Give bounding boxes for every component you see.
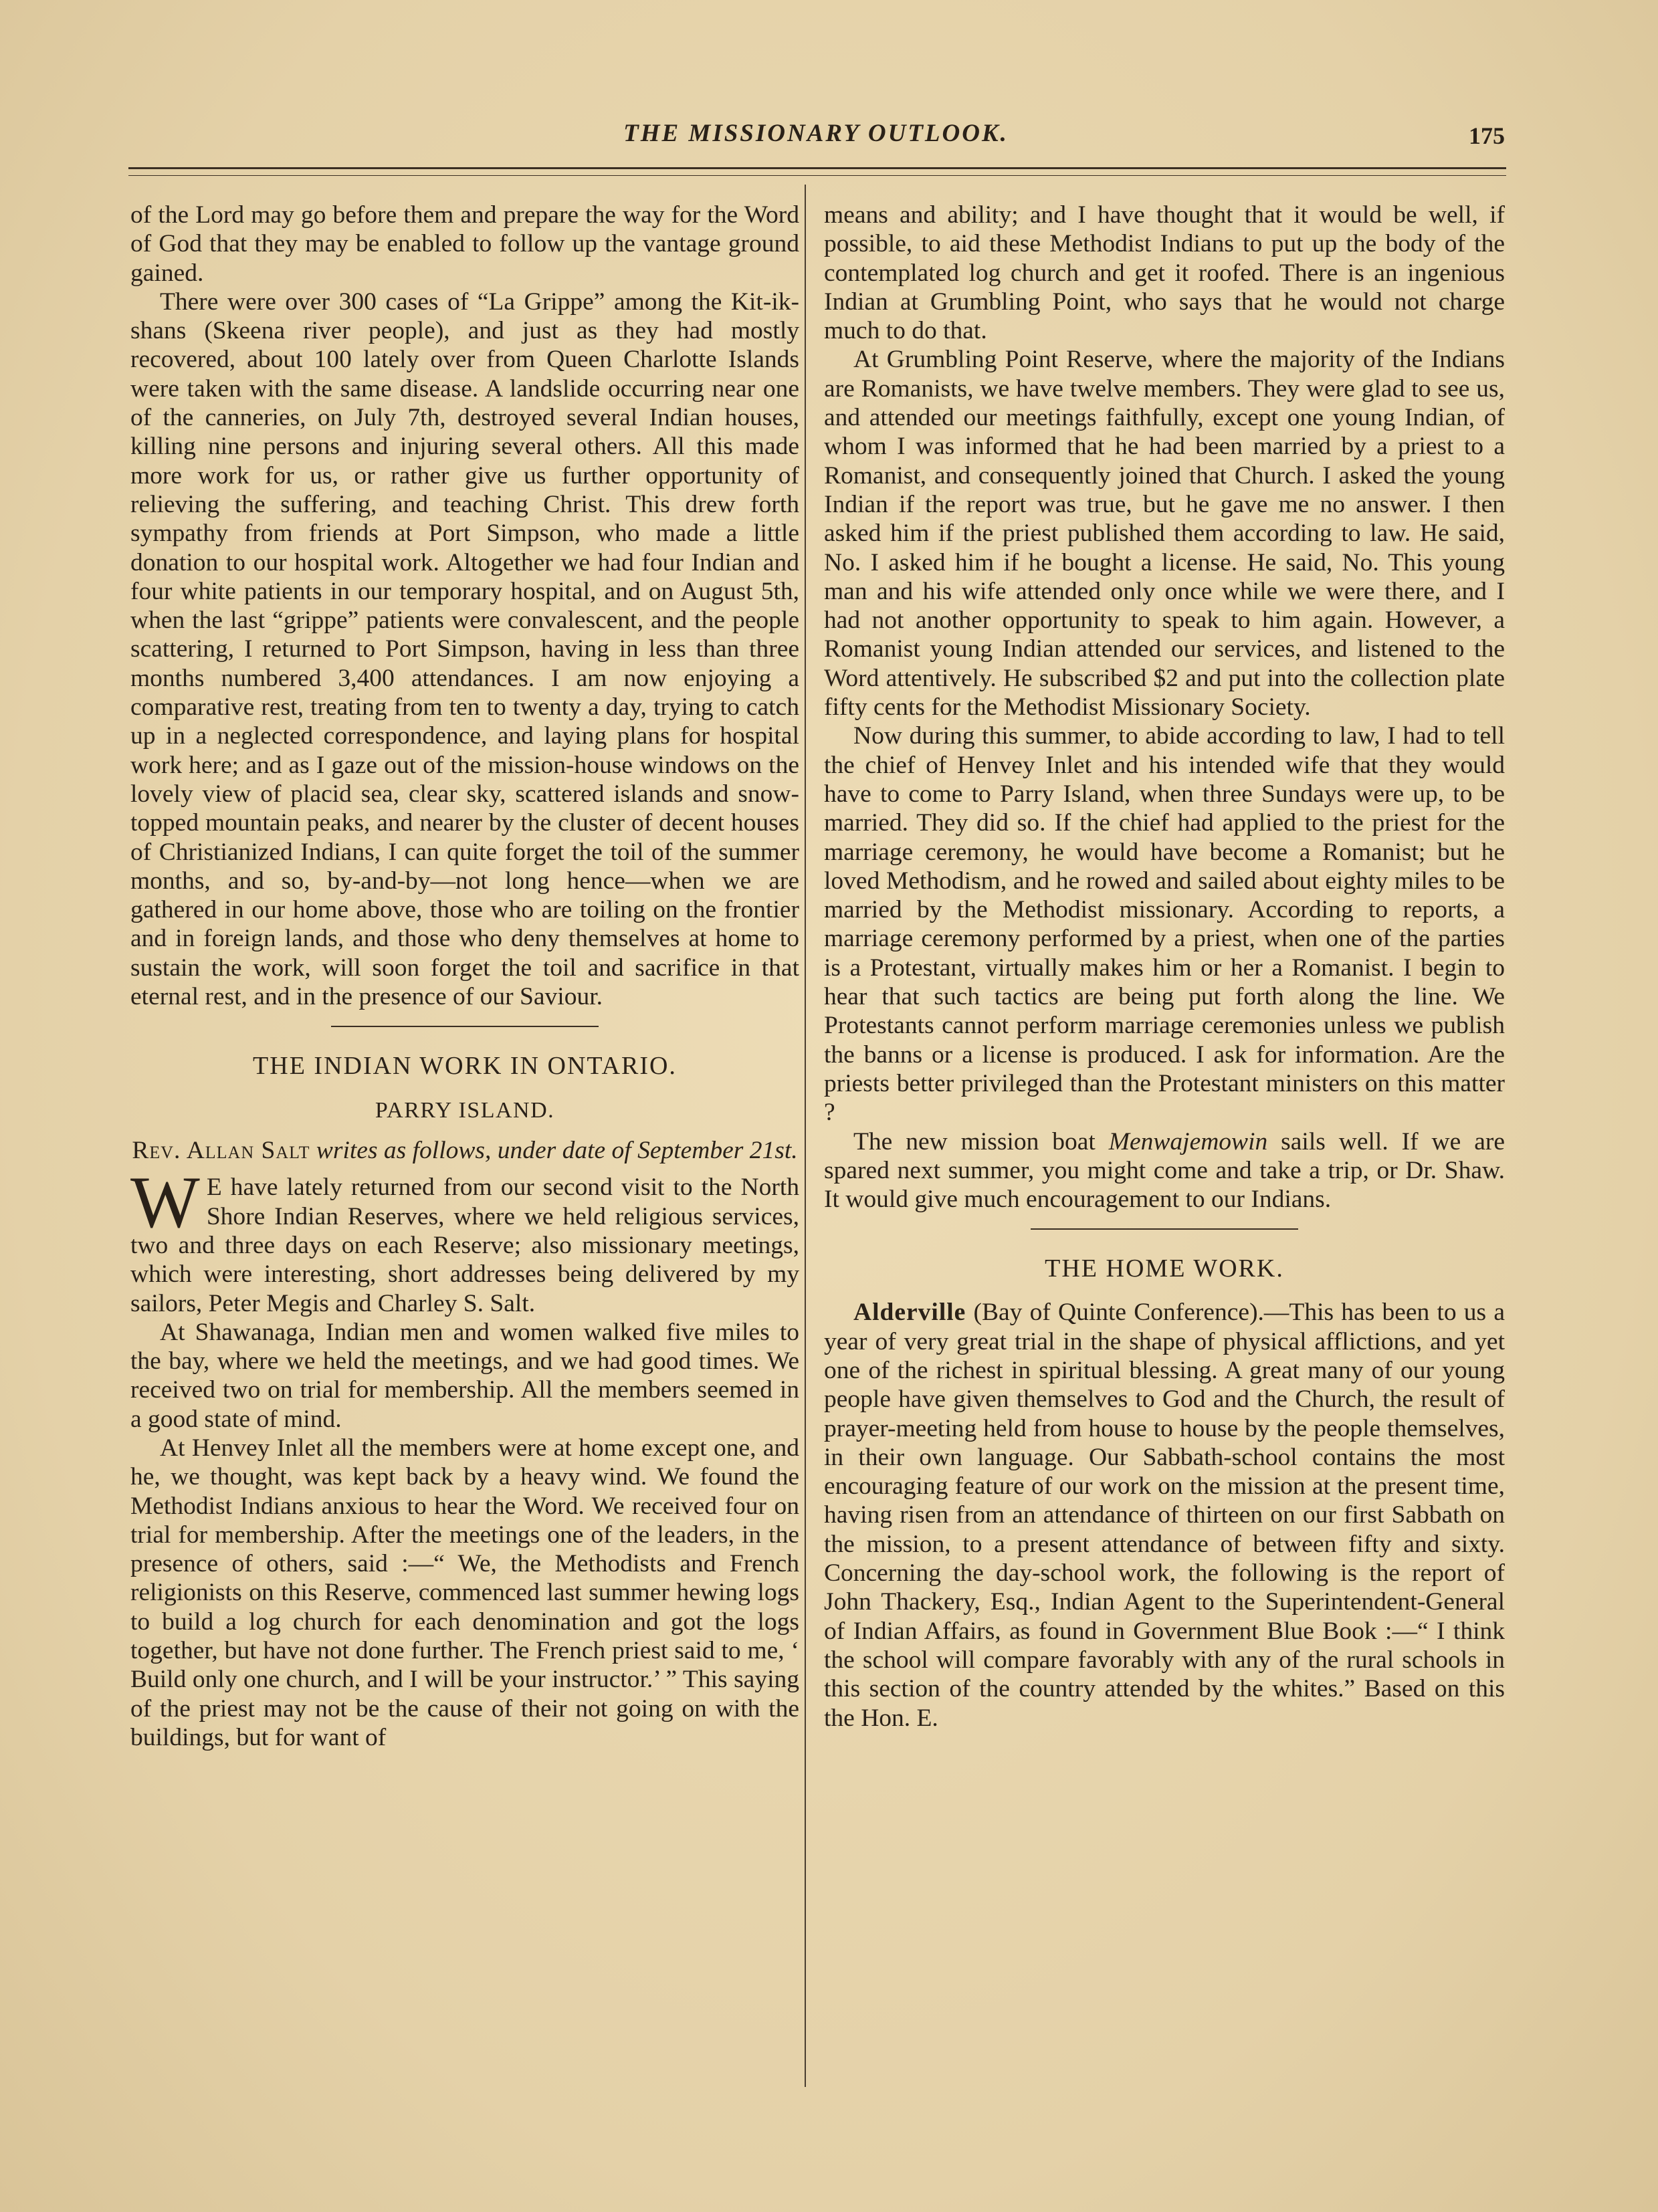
paragraph: At Shawanaga, Indian men and women walked five miles to the bay, where we held the meetings, and we had good times. We received two on trial for membership. All the members seemed in a good state of mind.: [130, 1318, 799, 1433]
boat-name: Menwajemowin: [1108, 1127, 1268, 1155]
paragraph: [824, 1127, 1505, 1214]
page-number: 175: [1469, 122, 1505, 149]
byline-name: Rev. Allan Salt: [132, 1137, 310, 1165]
header-rule-thin: [128, 175, 1506, 176]
subsection-title: PARRY ISLAND.: [375, 1098, 555, 1123]
paragraph-text: E have lately returned from our second visit to the North Shore Indian Reserves, where we held religious services, two and three days on each Reserve; also missionary meetings, which were interesting, short addresses being delivered by my sailors, Peter Megis and Charley S. Salt.: [130, 1174, 799, 1317]
column-divider: [805, 185, 806, 2087]
paragraph: [130, 1162, 799, 1317]
section-rule: [1031, 1228, 1298, 1230]
paragraph-text: (Bay of Quinte Conference).—This has been to us a year of very great trial in the shape of physical afflictions, and yet one of the richest in spiritual blessing. A great many of our young people have given themselves to God and the Church, the result of prayer-meeting held from house to house by the people themselves, in their own language. Our Sabbath-school contains the most encouraging feature of our work on the mission at the present time, having risen from an attendance of thirteen on our first Sabbath on the mission, to a present attendance of between fifty and sixty. Concerning the day-school work, the following is the report of John Thackery, Esq., Indian Agent to the Superintendent-General of Indian Affairs, as found in Government Blue Book :—“ I think the school will compare favorably with any of the rural schools in this section of the country attended by the whites.” Based on this the Hon. E.: [824, 1299, 1505, 1732]
section-title: THE INDIAN WORK IN ONTARIO.: [253, 1052, 677, 1081]
paragraph: There were over 300 cases of “La Grippe” among the Kit-ik-shans (Skeena river people), and just as they had mostly recovered, about 100 lately over from Queen Charlotte Islands were taken with the same disease. A landslide occurring near one of the canneries, on July 7th, destroyed several Indian houses, killing nine persons and injuring several others. All this made more work for us, or rather give us further opportunity of relieving the suffering, and teaching Christ. This drew forth sympathy from friends at Port Simpson, who made a little donation to our hospital work. Altogether we had four Indian and four white patients in our temporary hospital, and on August 5th, when the last “grippe” patients were convalescent, and the people scattering, I returned to Port Simpson, having in less than three months numbered 3,400 attendances. I am now enjoying a comparative rest, treating from ten to twenty a day, trying to catch up in a neglected correspondence, and laying plans for hospital work here; and as I gaze out of the mission-house windows on the lovely view of placid sea, clear sky, scattered islands and snow-topped mountain peaks, and nearer by the cluster of decent houses of Christianized Indians, I can quite forget the toil of the summer months, and so, by-and-by—not long hence—when we are gathered in our home above, those who are toiling on the frontier and in foreign lands, and those who deny themselves at home to sustain the work, will soon forget the toil and sacrifice in that eternal rest, and in the presence of our Saviour.: [130, 288, 799, 1011]
section-rule: [331, 1026, 599, 1027]
paragraph: of the Lord may go before them and prepare the way for the Word of God that they may be enabled to follow up the vantage ground gained.: [130, 201, 799, 287]
byline: [130, 1135, 799, 1166]
section-title: THE HOME WORK.: [1045, 1254, 1284, 1283]
place-name: Alderville: [853, 1299, 966, 1327]
paragraph-text: sails well. If we are spared next summer, you might come and take a trip, or Dr. Shaw. It would give much encouragement to our Indians.: [824, 1127, 1505, 1214]
paragraph: At Henvey Inlet all the members were at home except one, and he, we thought, was kept back by a heavy wind. We found the Methodist Indians anxious to hear the Word. We received four on trial for membership. After the meetings one of the leaders, in the presence of others, said :—“ We, the Methodists and French religionists on this Reserve, commenced last summer hewing logs to build a log church for each denomination and got the logs together, but have not done further. The French priest said to me, ‘ Build only one church, and I will be your instructor.’ ” This saying of the priest may not be the cause of their not going on with the buildings, but for want of: [130, 1434, 799, 1751]
paragraph: At Grumbling Point Reserve, where the majority of the Indians are Romanists, we have twelve members. They were glad to see us, and attended our meetings faithfully, except one young Indian, of whom I was informed that he had been married by a priest to a Romanist, and consequently joined that Church. I asked the young Indian if the report was true, but he gave me no answer. I then asked him if the priest published them according to law. He said, No. I asked him if he bought a license. He said, No. This young man and his wife attended only once while we were there, and I had not another opportunity to speak to him again. However, a Romanist young Indian attended our services, and listened to the Word attentively. He subscribed $2 and put into the collection plate fifty cents for the Methodist Missionary Society.: [824, 346, 1505, 722]
paragraph: Now during this summer, to abide according to law, I had to tell the chief of Henvey Inlet and his intended wife that they would have to come to Parry Island, when three Sundays were up, to be married. They did so. If the chief had applied to the priest for the marriage ceremony, he would have become a Romanist; but he loved Methodism, and he rowed and sailed about eighty miles to be married by the Methodist missionary. According to reports, a marriage ceremony performed by a priest, when one of the parties is a Protestant, virtually makes him or her a Romanist. I begin to hear that such tactics are being put forth along the line. We Protestants cannot perform marriage ceremonies unless we publish the banns or a license is produced. I ask for information. Are the priests better privileged than the Protestant ministers on this matter ?: [824, 722, 1505, 1127]
right-column: [824, 201, 1505, 1733]
drop-cap: W: [130, 1162, 200, 1244]
byline-text: writes as follows, under date of September 21st.: [316, 1137, 798, 1165]
header-rule: [128, 167, 1506, 169]
left-column: [130, 201, 799, 1752]
running-head: [127, 119, 1505, 159]
paragraph-text: The new mission boat: [853, 1127, 1109, 1155]
paragraph: [824, 1298, 1505, 1732]
journal-title: THE MISSIONARY OUTLOOK.: [623, 120, 1009, 147]
paragraph: means and ability; and I have thought that it would be well, if possible, to aid these Methodist Indians to put up the body of the contemplated log church and get it roofed. There is an ingenious Indian at Grumbling Point, who says that he would not charge much to do that.: [824, 201, 1505, 345]
